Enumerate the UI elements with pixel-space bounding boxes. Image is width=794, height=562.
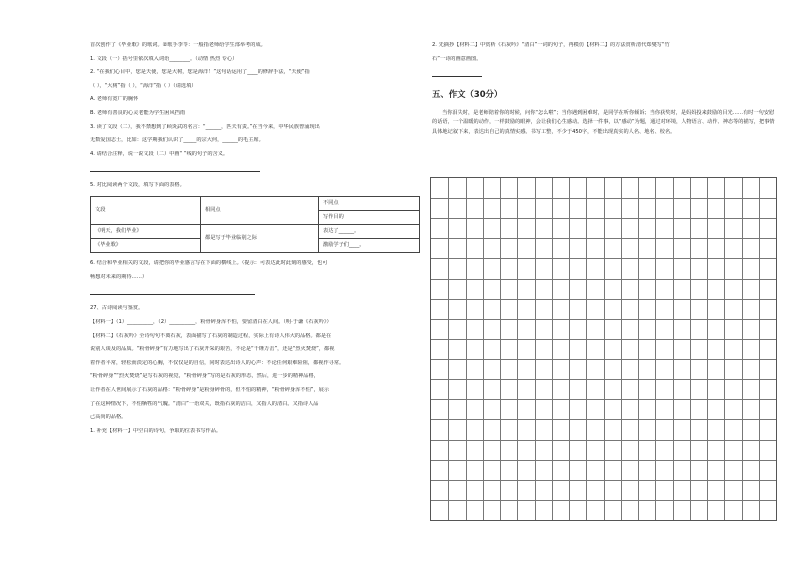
grid-row-line [431, 359, 776, 360]
grid-column-line [535, 178, 536, 520]
material-2-line: 己高尚的品格。 [90, 414, 127, 421]
composition-section-title: 五、作文（30分） [432, 89, 503, 100]
grid-row-line [431, 440, 776, 441]
right-column [432, 42, 777, 144]
grid-column-line [448, 178, 449, 520]
header-title: 文段 [91, 197, 201, 225]
answer-line-27-2[interactable] [432, 69, 482, 77]
answer-line-6[interactable] [90, 287, 255, 295]
question-5: 5. 对比阅读两个文段，填写下面的表格。 [90, 182, 185, 189]
grid-column-line [483, 178, 484, 520]
material-2-line: 说别人谈及的品质。“粉骨碎身”有力地写出了石灰开采的艰苦，不论是“千锤万击”，还是“烈火焚烧”，都视 [90, 346, 335, 353]
question-27-1: 1. 补充【材料一】中空白的诗句，争取的位表书写作品。 [90, 427, 222, 434]
grid-row-line [431, 279, 776, 280]
question-4: 4. 请结合注释，说一说文段（二）中画“ ”线的句子的含义。 [90, 150, 229, 157]
question-3: 3. 读了文段（二），我不禁想到了顾炎武的名言：“______，匹夫有责。”在当今来，中华民族曾涌现出 [90, 123, 320, 130]
question-3-cont: 无数爱国志士，比如：这学期我们认识了_____的宗大何，______的毛主席。 [90, 137, 264, 144]
grid-row-line [431, 238, 776, 239]
header-same: 相同点 [201, 197, 319, 225]
grid-row-line [431, 198, 776, 199]
grid-column-line [586, 178, 587, 520]
row1-diff[interactable]: 表达了______。 [319, 225, 420, 239]
left-column [90, 42, 420, 441]
grid-lines [431, 178, 776, 520]
grid-column-line [500, 178, 501, 520]
same-cell: 都是写于毕业临别之际 [201, 225, 319, 253]
material-2-line: 着作者平常，轻松而淡定的心胸，不仅仅是的自信，同时表达出诗人的心声：不论任何艰难险阻，都视作寻常。 [90, 359, 345, 366]
answer-line-4[interactable] [90, 164, 260, 172]
grid-column-line [707, 178, 708, 520]
grid-row-line [431, 379, 776, 380]
grid-column-line [759, 178, 760, 520]
question-6-cont: 畅想对未来的期待……） [90, 273, 148, 280]
grid-row-line [431, 218, 776, 219]
grid-column-line [517, 178, 518, 520]
grid-row-line [431, 500, 776, 501]
grid-column-line [742, 178, 743, 520]
grid-column-line [673, 178, 674, 520]
intro-line: 首次创作了《毕业歌》的歌词。②歌手李苓：一般指老师给学生部举考的成。 [90, 42, 266, 48]
question-6: 6. 结合和毕业相关的文段，请把你的毕业感言写在下面的横线上。（提示：可表达此时此刻的感受，也可 [90, 260, 328, 267]
grid-row-line [431, 299, 776, 300]
grid-column-line [724, 178, 725, 520]
grid-row-line [431, 460, 776, 461]
material-2-line: 让作者在人世间展示了石灰的品格：“粉骨碎身”是粉身碎骨的，但不怕的精神，“粉骨碎身浑不怕”，展示 [90, 387, 330, 394]
comparison-table [90, 196, 420, 253]
composition-grid[interactable] [430, 177, 777, 521]
grid-row-line [431, 480, 776, 481]
composition-prompt: 当你泪失时，是老师陪着你的时候，问你“怎么啦”；当你遇到困难时，是同学在听你倾诉；当你获奖时，是妈妈投来鼓励的目光……有时一句安慰的话语，一个温暖的动作，一样鼓励的眼神，会让我们心生感动。选择一件事，以“感动”为题，通过对环境，人物语言、动作、神态等的描写，把事情具体地记叙下来，表达出自己的真情实感。书写工整，不少于450字，不能出现真实的人名、地名、校名。 [432, 109, 775, 136]
grid-column-line [552, 178, 553, 520]
grid-row-line [431, 399, 776, 400]
material-2-line: 了在这种情况下，不怕牺牲的气魄。“清白”一语双关，既指石灰的洁白，又指人的清白。又指诗人品 [90, 400, 319, 407]
row1-title: 《明天，我们毕业》 [91, 225, 201, 239]
material-2-line: 【材料二】《石灰吟》全诗句句不离石灰，表面描写了石灰的制造过程，实际上有诗人伟大的品格。都是在 [90, 332, 332, 339]
header-purpose: 写作目的 [319, 211, 420, 225]
row2-title: 《毕业歌》 [91, 239, 201, 253]
grid-column-line [638, 178, 639, 520]
grid-row-line [431, 419, 776, 420]
question-27-2-cont: 石”一诗的画意画图。 [432, 55, 482, 62]
header-diff: 不同点 [319, 197, 420, 211]
grid-row-line [431, 339, 776, 340]
question-27: 27、古诗阅读与鉴赏。 [90, 305, 144, 312]
grid-column-line [690, 178, 691, 520]
grid-column-line [569, 178, 570, 520]
option-b: B. 老师有善良的心灵老能为学生困风挡雨 [90, 110, 186, 117]
grid-column-line [604, 178, 605, 520]
question-27-2: 2. 先摘抄【材料二】中赏析《石灰吟》“清白”一词的句子，再模仿【材料二】的方法赏析清代郑燮写“竹 [432, 42, 670, 48]
material-1: 【材料一】（1）__________，（2）__________，粉骨碎身浑不怕，要留清白在人间。（明·于谦《石灰吟》） [90, 318, 332, 325]
material-2-line: “粉骨碎身”“烈火焚烧”是写石灰的视觉，“粉骨碎身”写的是石灰的形态，然后，进一步的精神品格， [90, 373, 319, 380]
grid-row-line [431, 319, 776, 320]
grid-row-line [431, 258, 776, 259]
question-2-cont: （ ），“大树”指（ ），“海洋”指（ ）（请选填） [90, 82, 197, 89]
option-a: A. 老师有宽广的胸怀 [90, 96, 139, 103]
question-1: 1. 文段（一）括号里依次填入词语________。（动情 热烈 专心） [90, 55, 238, 62]
grid-column-line [466, 178, 467, 520]
grid-column-line [655, 178, 656, 520]
question-2: 2. “在我们心目中，您是天使，您是大树，您是海洋！”这句话运用了____的修辞手法，“天使”指 [90, 69, 310, 76]
grid-column-line [621, 178, 622, 520]
row2-diff[interactable]: 激励学子们____。 [319, 239, 420, 253]
